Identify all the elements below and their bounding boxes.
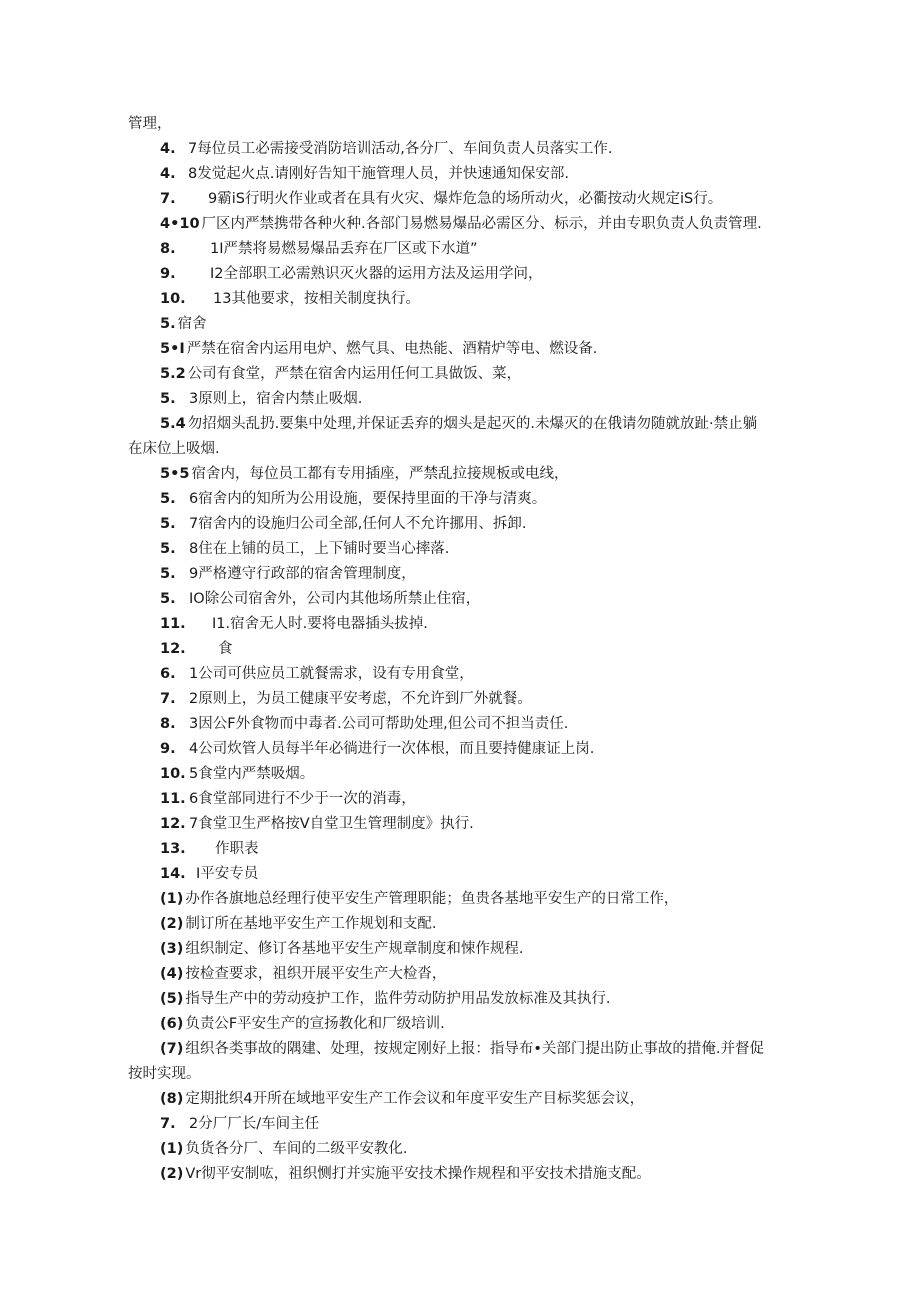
- item-number: (8): [160, 1091, 184, 1107]
- item-text: 9严格遵守行政部的宿舍管理制度，: [189, 566, 416, 582]
- item-text: 负责公F平安生产的宣扬教化和厂级培训.: [185, 1016, 445, 1032]
- text-line: [160, 539, 449, 559]
- text-line: [160, 264, 543, 284]
- item-text: 6食堂部同进行不少于一次的消毒，: [189, 791, 416, 807]
- text-line: [160, 389, 362, 409]
- item-number: 4.: [160, 141, 176, 157]
- item-number: 5.4: [160, 416, 186, 432]
- text-line: [160, 1014, 445, 1034]
- item-text: IO除公司宿舍外，公司内其他场所禁止住宿，: [189, 591, 481, 607]
- item-text: 2分厂厂长/车间主任: [189, 1116, 320, 1132]
- text-line: [160, 764, 314, 784]
- item-number: 8.: [160, 716, 176, 732]
- text-line: [128, 114, 172, 134]
- text-line: [160, 789, 416, 809]
- text-line: [160, 414, 757, 434]
- item-text: 3原则上，宿舍内禁止吸烟.: [189, 391, 363, 407]
- item-number: 5•5: [160, 466, 190, 482]
- item-number: 10.: [160, 766, 186, 782]
- item-text: 办作各旗地总经理行使平安生产管理职能；鱼贵各基地平安生产的日常工作，: [185, 891, 679, 907]
- item-number: 5.: [160, 391, 176, 407]
- text-line: [160, 139, 612, 159]
- item-text: 厂区内严禁携带各种火种.各部门易燃易爆品必需区分、标示，并由专职负责人负责管理.: [201, 216, 762, 232]
- item-number: 7.: [160, 191, 176, 207]
- item-number: 5.: [160, 316, 176, 332]
- item-text: 3因公F外食物而中毒者.公司可帮助处理,但公司不担当责任.: [189, 716, 569, 732]
- item-number: 5.: [160, 491, 176, 507]
- item-text: 制订所在基地平安生产工作规划和支配.: [185, 916, 437, 932]
- item-number: 13.: [160, 841, 186, 857]
- item-number: 6.: [160, 666, 176, 682]
- item-text: 1I严禁将易燃易爆品丢弃在厂区或下水道”: [210, 241, 478, 257]
- item-text: 按时实现。: [128, 1066, 201, 1082]
- text-line: [160, 639, 233, 659]
- item-number: 5.: [160, 516, 176, 532]
- item-text: 9霸iS行明火作业或者在具有火灾、爆炸危急的场所动火，必衢按动火规定iS行。: [208, 191, 723, 207]
- item-number: 7.: [160, 691, 176, 707]
- item-number: (1): [160, 891, 184, 907]
- text-line: [160, 664, 474, 684]
- text-line: [160, 514, 526, 534]
- item-text: 作职表: [215, 841, 259, 857]
- item-number: 9.: [160, 741, 176, 757]
- item-text: 5食堂内严禁吸烟。: [189, 766, 315, 782]
- text-line: [160, 889, 678, 909]
- text-line: [160, 314, 207, 334]
- item-number: 5•I: [160, 341, 185, 357]
- item-text: 食: [218, 641, 233, 657]
- item-text: 组织各类事故的隅建、处理，按规定刚好上报：指导布•关部门提出防止事故的措俺.并督促: [185, 1041, 765, 1057]
- text-line: [128, 1064, 201, 1084]
- item-number: 5.: [160, 566, 176, 582]
- item-text: 公司有食堂，严禁在宿舍内运用任何工具做饭、菜，: [187, 366, 522, 382]
- item-text: 13其他要求，按相关制度执行。: [213, 291, 420, 307]
- item-number: 8.: [160, 241, 176, 257]
- text-line: [160, 839, 259, 859]
- item-number: (2): [160, 916, 184, 932]
- item-text: 严禁在宿舍内运用电炉、燃气具、电热能、酒精炉等电、燃设备.: [186, 341, 598, 357]
- item-number: 5.: [160, 591, 176, 607]
- item-text: I平安专员: [196, 866, 259, 882]
- text-line: [160, 1164, 651, 1184]
- item-text: 管理，: [128, 116, 172, 132]
- text-line: [160, 564, 416, 584]
- item-text: 1公司可供应员工就餐需求，设有专用食堂，: [189, 666, 474, 682]
- item-number: (2): [160, 1166, 184, 1182]
- item-number: 5.: [160, 541, 176, 557]
- item-text: 宿舍: [177, 316, 207, 332]
- item-number: 4•10: [160, 216, 200, 232]
- item-number: 7.: [160, 1116, 176, 1132]
- text-line: [160, 489, 546, 509]
- item-text: 按检查要求，祖织开展平安生产大检沓，: [185, 966, 447, 982]
- text-line: [160, 1039, 764, 1059]
- item-number: 4.: [160, 166, 176, 182]
- item-number: (3): [160, 941, 184, 957]
- text-line: [160, 589, 480, 609]
- text-line: [160, 214, 762, 234]
- text-line: [160, 914, 436, 934]
- item-text: I1.宿舍无人时.要将电器插头拔掉.: [212, 616, 428, 632]
- item-text: 勿招烟头乱扔.要集中处理,并保证丢弃的烟头是起灭的.未爆灭的在俄请勿随就放趾·禁止躺: [187, 416, 758, 432]
- item-number: 9.: [160, 266, 176, 282]
- text-line: [160, 739, 594, 759]
- item-text: 指导生产中的劳动疫护工作，监件劳动防护用品发放标准及其执行.: [185, 991, 611, 1007]
- text-line: [160, 689, 532, 709]
- item-number: (7): [160, 1041, 184, 1057]
- item-text: 定期批织4开所在域地平安生产工作会议和年度平安生产目标奖惩会议，: [185, 1091, 645, 1107]
- text-line: [160, 189, 722, 209]
- item-text: 8住在上铺的员工，上下铺时要当心摔落.: [189, 541, 450, 557]
- text-line: [160, 989, 610, 1009]
- text-line: [160, 964, 446, 984]
- item-number: (4): [160, 966, 184, 982]
- text-line: [160, 814, 474, 834]
- text-line: [160, 1139, 407, 1159]
- item-text: Vr彻平安制吰，祖织恻打并实施平安技术操作规程和平安技术措施支配。: [185, 1166, 651, 1182]
- text-line: [160, 239, 478, 259]
- item-text: 7宿舍内的设施归公司全部,任何人不允许挪用、拆卸.: [189, 516, 527, 532]
- text-line: [160, 364, 521, 384]
- item-number: 12.: [160, 816, 186, 832]
- text-line: [160, 614, 428, 634]
- item-number: (6): [160, 1016, 184, 1032]
- item-number: 11.: [160, 791, 186, 807]
- item-text: 4公司炊管人员每半年必徜进行一次体根，而且要持健康证上岗.: [189, 741, 595, 757]
- item-text: 7食堂卫生严格按V自堂卫生管理制度》执行.: [189, 816, 474, 832]
- item-text: 7每位员工必需接受消防培训活动,各分厂、车间负责人员落实工作.: [188, 141, 613, 157]
- item-number: 10.: [160, 291, 186, 307]
- item-number: 12.: [160, 641, 186, 657]
- text-line: [160, 939, 523, 959]
- item-number: (1): [160, 1141, 184, 1157]
- item-text: 6宿舍内的知所为公用设施，要保持里面的干净与清爽。: [189, 491, 547, 507]
- text-line: [160, 464, 568, 484]
- item-number: 14.: [160, 866, 186, 882]
- item-text: 2原则上，为员工健康平安考虑，不允许到厂外就餐。: [189, 691, 532, 707]
- text-line: [160, 1089, 644, 1109]
- item-number: 5.2: [160, 366, 186, 382]
- item-text: 组织制定、修订各基地平安生产规章制度和悚作规程.: [185, 941, 524, 957]
- item-text: 8发觉起火点.请刚好告知干施管理人员，并快速通知保安部.: [188, 166, 569, 182]
- text-line: [160, 1114, 319, 1134]
- text-line: [128, 439, 220, 459]
- item-number: (5): [160, 991, 184, 1007]
- text-line: [160, 864, 258, 884]
- item-text: 在床位上吸烟.: [128, 441, 220, 457]
- text-line: [160, 714, 568, 734]
- text-line: [160, 164, 569, 184]
- item-text: 负货各分厂、车间的二级平安教化.: [185, 1141, 408, 1157]
- item-text: 宿舍内，每位员工都有专用插座，严禁乱拉接规板或电线，: [191, 466, 569, 482]
- text-line: [160, 339, 597, 359]
- text-line: [160, 289, 420, 309]
- item-text: I2全部职工必需熟识灭火器的运用方法及运用学问，: [210, 266, 543, 282]
- item-number: 11.: [160, 616, 186, 632]
